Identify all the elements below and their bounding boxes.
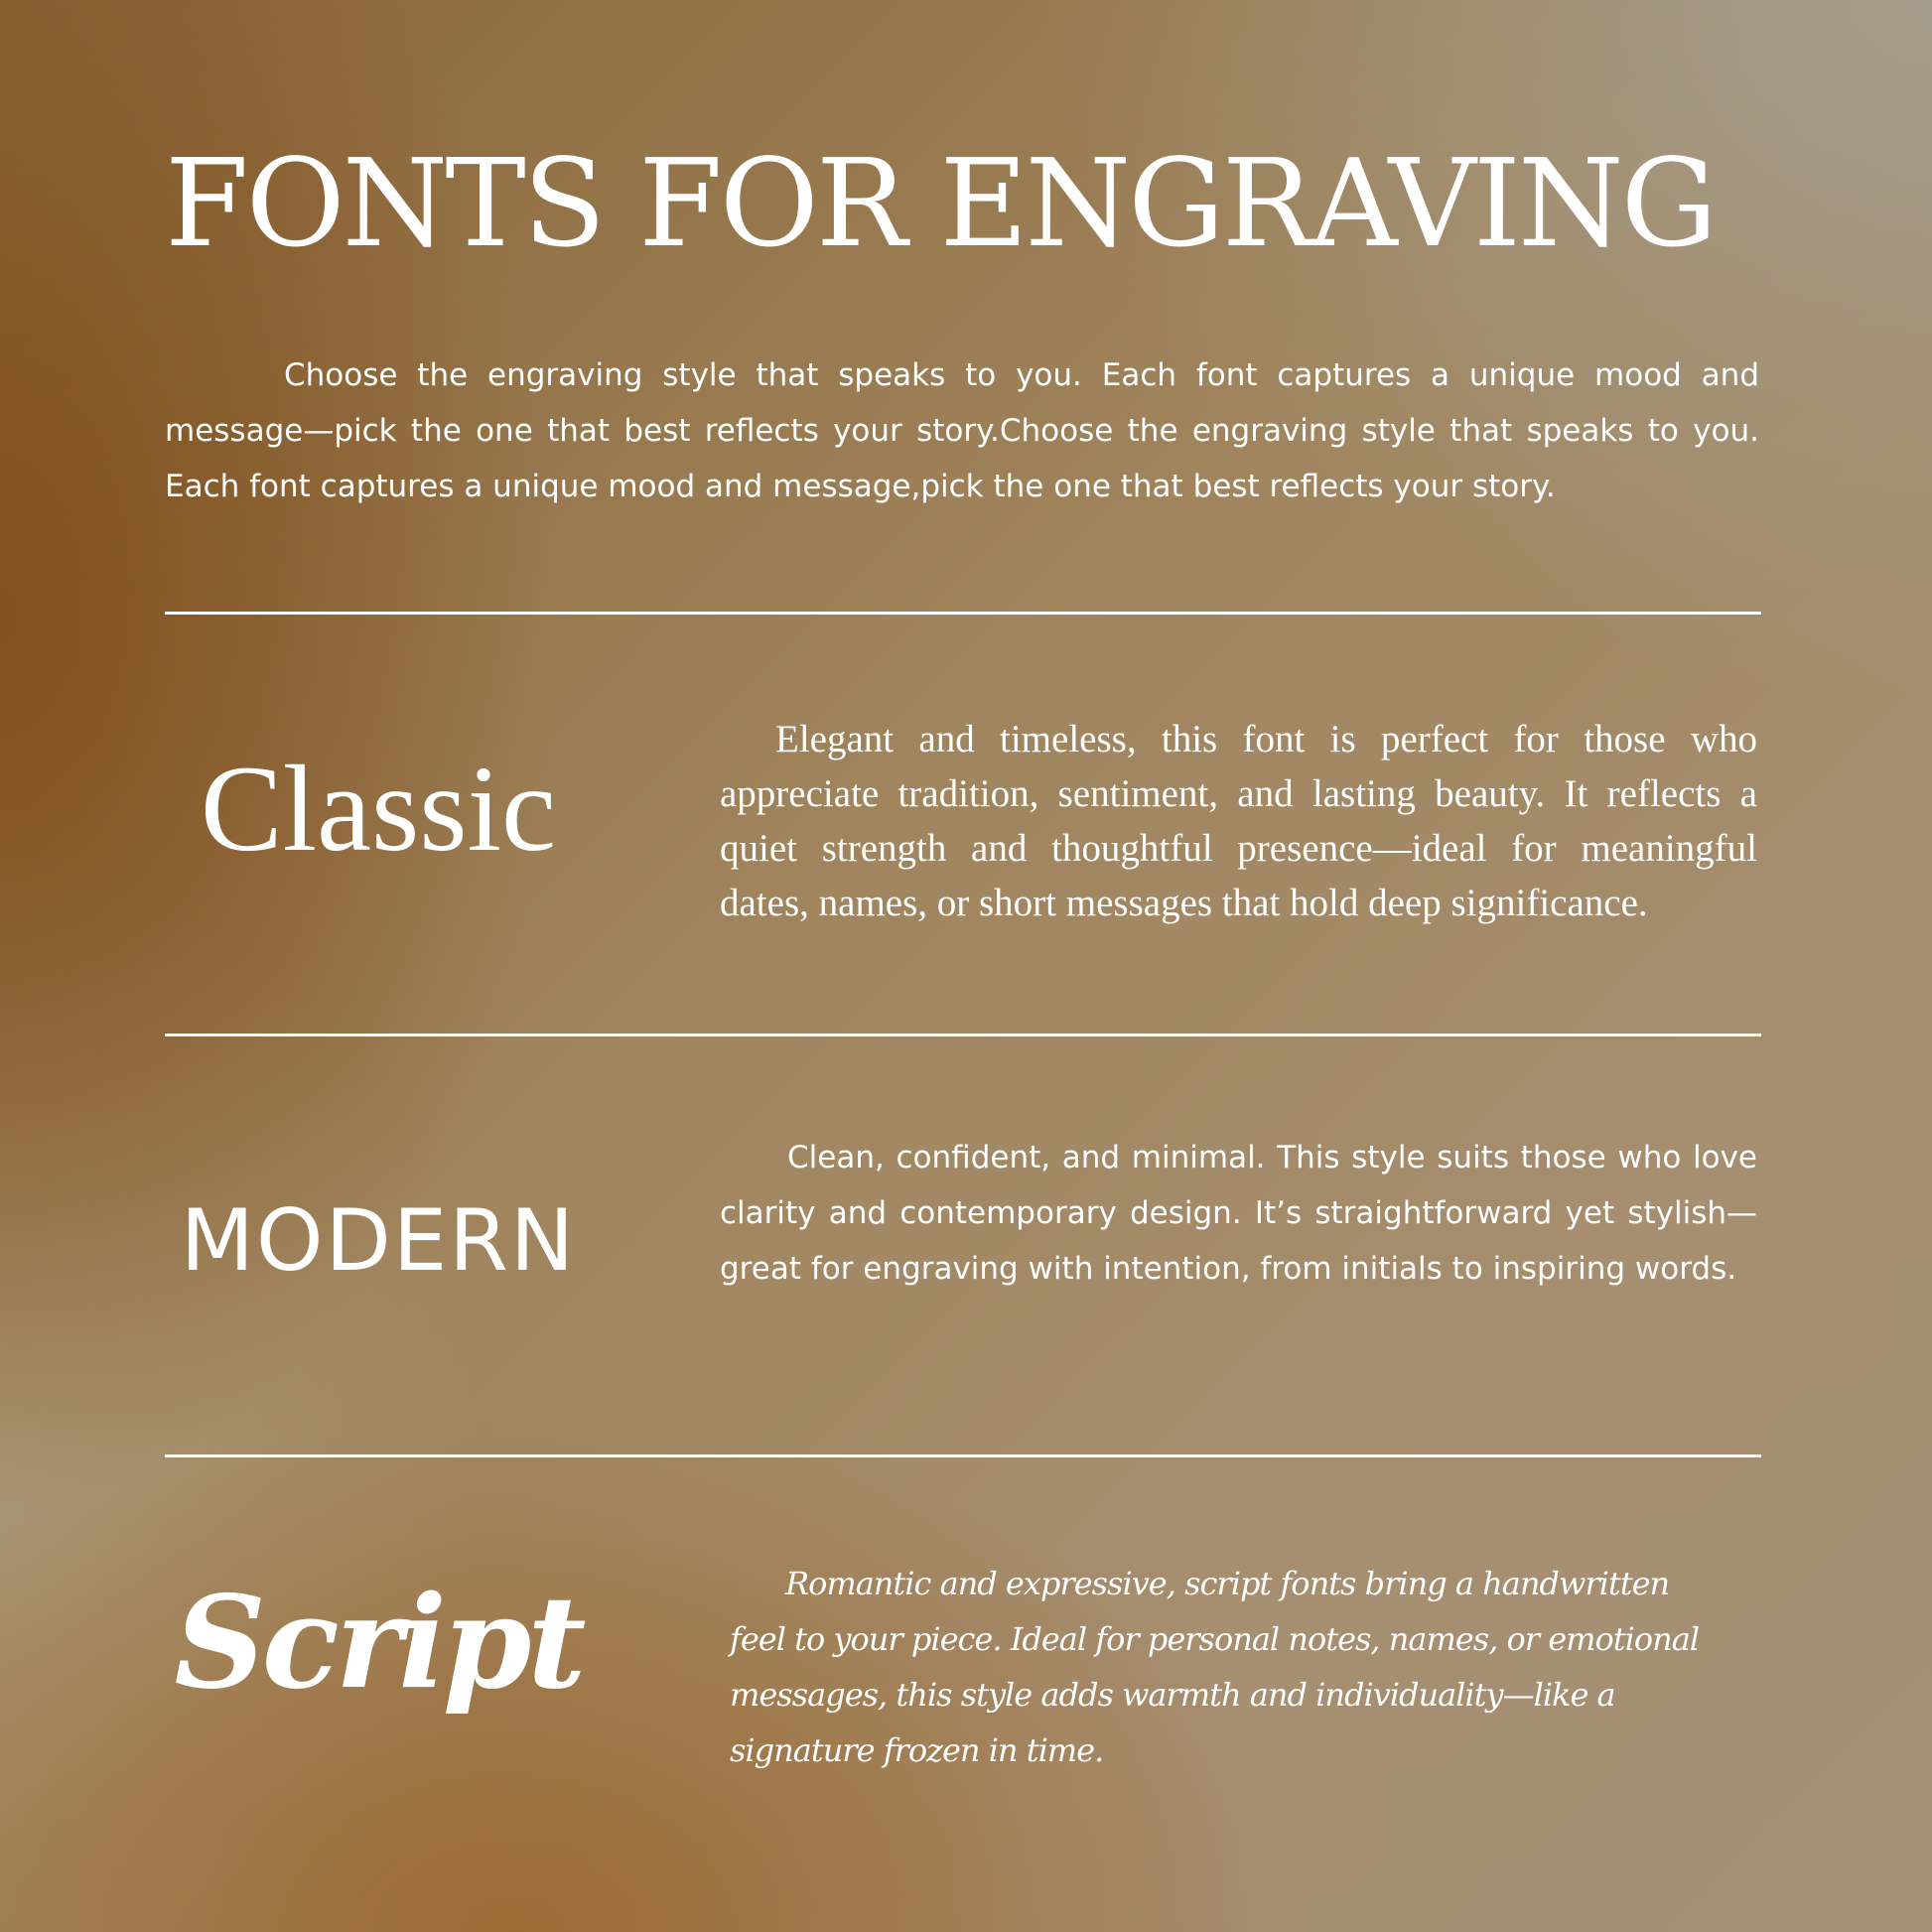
section-divider xyxy=(165,1454,1761,1457)
intro-paragraph: Choose the engraving style that speaks to you. Each font captures a unique mood and message—pick the one that best reflects your story.Choose the engraving style that speaks to you. Each font captures a unique mood and message,pick the one that best reflects your story. xyxy=(165,357,1759,504)
section-divider xyxy=(165,612,1761,615)
style-name-modern: MODERN xyxy=(180,1191,577,1291)
style-description-script: Romantic and expressive, script fonts bring a handwritten feel to your piece. Ideal for personal notes, names, or emotional messages, this style adds warmth and individuality—like a signature frozen in time. xyxy=(730,1565,1700,1769)
style-name-script: Script xyxy=(174,1569,583,1718)
style-description-classic: Elegant and timeless, this font is perfect for those who appreciate tradition, sentiment, and lasting beauty. It reflects a quiet strength and thoughtful presence—ideal for meaningful dates, names, or short messages that hold deep significance. xyxy=(720,718,1757,924)
page-title: FONTS FOR ENGRAVING xyxy=(165,133,1716,274)
style-name-classic: Classic xyxy=(200,741,557,877)
section-divider xyxy=(165,1034,1761,1036)
style-description-modern: Clean, confident, and minimal. This style suits those who love clarity and contemporary design. It’s straightforward yet stylish—great for engraving with intention, from initials to inspiring words. xyxy=(720,1140,1757,1287)
